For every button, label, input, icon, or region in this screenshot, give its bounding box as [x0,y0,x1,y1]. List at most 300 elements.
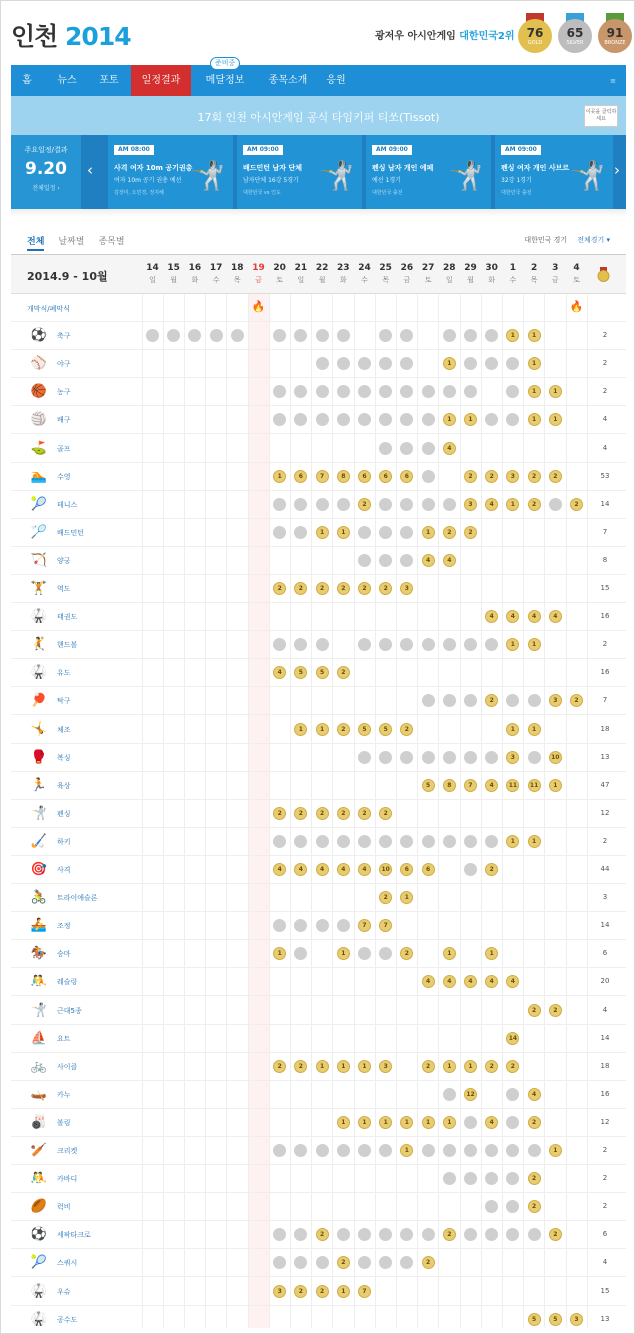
event-dot[interactable] [464,863,477,876]
sport-name[interactable]: 배드민턴 [57,528,85,537]
event-dot[interactable] [506,1144,519,1157]
event-dot[interactable] [294,1256,307,1269]
medal-event-dot[interactable]: 1 [549,779,562,792]
event-dot[interactable] [443,498,456,511]
medal-event-dot[interactable]: 2 [528,498,541,511]
medal-event-dot[interactable]: 2 [485,863,498,876]
event-dot[interactable] [464,694,477,707]
event-dot[interactable] [506,357,519,370]
medal-event-dot[interactable]: 2 [528,470,541,483]
medal-event-dot[interactable]: 1 [506,498,519,511]
medal-event-dot[interactable]: 2 [549,1004,562,1017]
medal-event-dot[interactable]: 3 [506,751,519,764]
event-dot[interactable] [528,751,541,764]
event-dot[interactable] [316,357,329,370]
medal-event-dot[interactable]: 2 [400,723,413,736]
medal-event-dot[interactable]: 7 [316,470,329,483]
event-dot[interactable] [316,835,329,848]
event-dot[interactable] [422,694,435,707]
carousel-next-icon[interactable]: › [614,161,620,179]
nav-item-6[interactable]: 응원 [326,75,346,86]
sport-name[interactable]: 스쿼시 [57,1259,78,1268]
medal-event-dot[interactable]: 11 [528,779,541,792]
event-dot[interactable] [379,1228,392,1241]
event-dot[interactable] [549,498,562,511]
medal-event-dot[interactable]: 14 [506,1032,519,1045]
medal-event-dot[interactable]: 6 [400,470,413,483]
medal-event-dot[interactable]: 3 [400,582,413,595]
sport-name[interactable]: 골프 [57,444,71,453]
medal-event-dot[interactable]: 2 [337,582,350,595]
medal-event-dot[interactable]: 2 [316,1228,329,1241]
medal-event-dot[interactable]: 2 [337,723,350,736]
event-dot[interactable] [464,1144,477,1157]
event-dot[interactable] [443,638,456,651]
event-dot[interactable] [400,638,413,651]
event-dot[interactable] [443,1144,456,1157]
medal-event-dot[interactable]: 4 [528,610,541,623]
event-dot[interactable] [316,498,329,511]
tab-2[interactable]: 종목별 [98,237,125,247]
medal-event-dot[interactable]: 2 [443,1228,456,1241]
event-dot[interactable] [358,1256,371,1269]
event-dot[interactable] [231,329,244,342]
medal-event-dot[interactable]: 2 [443,526,456,539]
event-dot[interactable] [273,835,286,848]
medal-event-dot[interactable]: 2 [337,666,350,679]
medal-event-dot[interactable]: 2 [549,470,562,483]
event-dot[interactable] [273,329,286,342]
medal-event-dot[interactable]: 1 [464,413,477,426]
medal-event-dot[interactable]: 2 [528,1004,541,1017]
medal-event-dot[interactable]: 10 [549,751,562,764]
medal-event-dot[interactable]: 3 [570,1313,583,1326]
event-dot[interactable] [506,413,519,426]
medal-event-dot[interactable]: 4 [316,863,329,876]
event-dot[interactable] [379,357,392,370]
medal-event-dot[interactable]: 7 [379,919,392,932]
event-dot[interactable] [358,1144,371,1157]
medal-event-dot[interactable]: 4 [506,610,519,623]
ceremony-label[interactable]: 개막식/폐막식 [27,305,70,313]
medal-event-dot[interactable]: 1 [528,413,541,426]
medal-event-dot[interactable]: 1 [506,638,519,651]
event-dot[interactable] [528,1144,541,1157]
nav-item-2[interactable]: 포토 [99,75,119,86]
event-dot[interactable] [337,1144,350,1157]
event-dot[interactable] [294,498,307,511]
sport-name[interactable]: 레슬링 [57,978,78,987]
medal-event-dot[interactable]: 2 [294,582,307,595]
medal-event-dot[interactable]: 7 [358,1285,371,1298]
medal-event-dot[interactable]: 7 [464,779,477,792]
medal-event-dot[interactable]: 2 [528,1172,541,1185]
medal-event-dot[interactable]: 1 [443,1060,456,1073]
event-dot[interactable] [443,751,456,764]
sport-name[interactable]: 럭비 [57,1203,71,1212]
carousel-prev-icon[interactable]: ‹ [87,161,93,179]
sport-name[interactable]: 양궁 [57,556,71,565]
medal-event-dot[interactable]: 2 [294,807,307,820]
medal-event-dot[interactable]: 1 [358,1116,371,1129]
sport-name[interactable]: 카누 [57,1090,71,1099]
medal-event-dot[interactable]: 4 [273,666,286,679]
event-dot[interactable] [358,638,371,651]
sport-name[interactable]: 육상 [57,781,71,790]
medal-event-dot[interactable]: 2 [549,1228,562,1241]
event-dot[interactable] [400,554,413,567]
medal-event-dot[interactable]: 2 [506,1060,519,1073]
event-dot[interactable] [443,329,456,342]
event-dot[interactable] [400,357,413,370]
medal-event-dot[interactable]: 2 [294,1285,307,1298]
event-dot[interactable] [485,751,498,764]
event-dot[interactable] [358,357,371,370]
medal-event-dot[interactable]: 1 [400,891,413,904]
medal-event-dot[interactable]: 10 [379,863,392,876]
medal-event-dot[interactable]: 6 [294,470,307,483]
event-dot[interactable] [443,385,456,398]
medal-event-dot[interactable]: 4 [422,554,435,567]
event-dot[interactable] [422,1144,435,1157]
event-dot[interactable] [422,413,435,426]
medal-event-dot[interactable]: 1 [316,526,329,539]
sponsor-banner[interactable] [11,96,626,135]
medal-event-dot[interactable]: 1 [400,1116,413,1129]
event-dot[interactable] [464,835,477,848]
schedule-card[interactable] [237,135,362,209]
event-dot[interactable] [337,919,350,932]
tab-1[interactable]: 날짜별 [58,237,85,247]
event-dot[interactable] [464,1172,477,1185]
sport-name[interactable]: 테니스 [57,500,78,509]
event-dot[interactable] [422,385,435,398]
medal-event-dot[interactable]: 2 [316,1285,329,1298]
event-dot[interactable] [294,413,307,426]
event-dot[interactable] [400,442,413,455]
nav-item-3[interactable]: 일정결과 [131,65,191,96]
sport-name[interactable]: 공수도 [57,1315,78,1324]
event-dot[interactable] [400,413,413,426]
event-dot[interactable] [379,526,392,539]
medal-event-dot[interactable]: 2 [400,947,413,960]
event-dot[interactable] [273,638,286,651]
medal-event-dot[interactable]: 2 [358,582,371,595]
medal-event-dot[interactable]: 6 [379,470,392,483]
event-dot[interactable] [294,835,307,848]
event-dot[interactable] [188,329,201,342]
tab-0[interactable]: 전체 [27,234,44,251]
medal-event-dot[interactable]: 2 [485,470,498,483]
medal-event-dot[interactable]: 2 [379,807,392,820]
medal-event-dot[interactable]: 1 [273,947,286,960]
medal-event-dot[interactable]: 4 [485,1116,498,1129]
medal-event-dot[interactable]: 1 [528,723,541,736]
medal-event-dot[interactable]: 2 [570,694,583,707]
event-dot[interactable] [316,919,329,932]
event-dot[interactable] [337,835,350,848]
medal-event-dot[interactable]: 11 [506,779,519,792]
event-dot[interactable] [485,1144,498,1157]
event-dot[interactable] [443,835,456,848]
event-dot[interactable] [337,1228,350,1241]
schedule-card[interactable] [108,135,233,209]
medal-event-dot[interactable]: 2 [273,1060,286,1073]
event-dot[interactable] [464,329,477,342]
medal-event-dot[interactable]: 2 [337,1256,350,1269]
medal-event-dot[interactable]: 2 [528,1200,541,1213]
sport-name[interactable]: 체조 [57,725,71,734]
medal-event-dot[interactable]: 1 [422,1116,435,1129]
event-dot[interactable] [358,526,371,539]
event-dot[interactable] [485,1172,498,1185]
medal-event-dot[interactable]: 4 [337,863,350,876]
event-dot[interactable] [506,1228,519,1241]
sport-name[interactable]: 볼링 [57,1118,71,1127]
event-dot[interactable] [273,1144,286,1157]
event-dot[interactable] [400,526,413,539]
event-dot[interactable] [528,1228,541,1241]
event-dot[interactable] [294,1228,307,1241]
medal-event-dot[interactable]: 1 [528,357,541,370]
sport-name[interactable]: 세팍타크로 [57,1231,91,1240]
medal-event-dot[interactable]: 2 [358,807,371,820]
medal-event-dot[interactable]: 1 [506,329,519,342]
event-dot[interactable] [358,835,371,848]
medal-event-dot[interactable]: 1 [443,413,456,426]
medal-event-dot[interactable]: 2 [294,1060,307,1073]
event-dot[interactable] [506,1116,519,1129]
medal-event-dot[interactable]: 1 [337,526,350,539]
event-dot[interactable] [273,919,286,932]
medal-event-dot[interactable]: 2 [379,891,392,904]
medal-event-dot[interactable]: 1 [422,526,435,539]
event-dot[interactable] [422,470,435,483]
medal-event-dot[interactable]: 4 [443,975,456,988]
event-dot[interactable] [316,638,329,651]
event-dot[interactable] [464,357,477,370]
medal-event-dot[interactable]: 4 [485,610,498,623]
medal-event-dot[interactable]: 4 [464,975,477,988]
event-dot[interactable] [358,751,371,764]
medal-event-dot[interactable]: 4 [549,610,562,623]
event-dot[interactable] [337,413,350,426]
event-dot[interactable] [358,554,371,567]
event-dot[interactable] [379,442,392,455]
event-dot[interactable] [485,357,498,370]
event-dot[interactable] [506,1088,519,1101]
medal-event-dot[interactable]: 8 [443,779,456,792]
event-dot[interactable] [464,751,477,764]
medal-event-dot[interactable]: 4 [443,442,456,455]
sport-name[interactable]: 트라이애슬론 [57,894,98,903]
medal-event-dot[interactable]: 1 [273,470,286,483]
nav-item-4[interactable]: 준비중 메달정보 [205,59,245,86]
event-dot[interactable] [400,329,413,342]
medal-event-dot[interactable]: 1 [316,723,329,736]
event-dot[interactable] [273,1228,286,1241]
medal-event-dot[interactable]: 2 [485,694,498,707]
event-dot[interactable] [464,1228,477,1241]
schedule-all-link[interactable]: 전체일정 › [32,185,60,192]
event-dot[interactable] [528,694,541,707]
event-dot[interactable] [379,554,392,567]
event-dot[interactable] [316,1144,329,1157]
medal-event-dot[interactable]: 3 [379,1060,392,1073]
game-select[interactable]: 전체경기 ▾ [577,236,610,244]
sport-name[interactable]: 크리켓 [57,1147,78,1155]
event-dot[interactable] [400,1256,413,1269]
sport-name[interactable]: 야구 [57,360,71,369]
medal-event-dot[interactable]: 1 [443,357,456,370]
event-dot[interactable] [379,1144,392,1157]
event-dot[interactable] [379,498,392,511]
event-dot[interactable] [294,329,307,342]
medal-event-dot[interactable]: 2 [379,582,392,595]
medal-event-dot[interactable]: 1 [400,1144,413,1157]
korea-filter-label[interactable]: 대한민국 경기 [524,236,568,244]
sport-name[interactable]: 요트 [57,1034,71,1043]
event-dot[interactable] [485,638,498,651]
event-dot[interactable] [294,919,307,932]
sport-name[interactable]: 탁구 [57,697,71,706]
event-dot[interactable] [400,835,413,848]
medal-event-dot[interactable]: 1 [464,1060,477,1073]
medal-event-dot[interactable]: 6 [400,863,413,876]
medal-event-dot[interactable]: 1 [549,385,562,398]
event-dot[interactable] [422,1228,435,1241]
medal-event-dot[interactable]: 3 [273,1285,286,1298]
medal-event-dot[interactable]: 1 [549,413,562,426]
medal-event-dot[interactable]: 1 [337,947,350,960]
sport-name[interactable]: 복싱 [57,753,71,762]
event-dot[interactable] [316,329,329,342]
event-dot[interactable] [506,1200,519,1213]
event-dot[interactable] [379,835,392,848]
event-dot[interactable] [464,1116,477,1129]
medal-event-dot[interactable]: 5 [294,666,307,679]
event-dot[interactable] [400,498,413,511]
event-dot[interactable] [506,694,519,707]
event-dot[interactable] [358,413,371,426]
event-dot[interactable] [379,947,392,960]
medal-event-dot[interactable]: 4 [294,863,307,876]
event-dot[interactable] [273,385,286,398]
event-dot[interactable] [485,329,498,342]
event-dot[interactable] [316,385,329,398]
event-dot[interactable] [443,694,456,707]
sport-name[interactable]: 사이클 [57,1062,78,1071]
medal-event-dot[interactable]: 4 [485,498,498,511]
sport-name[interactable]: 근대5종 [57,1006,82,1015]
medal-event-dot[interactable]: 2 [528,1116,541,1129]
event-dot[interactable] [273,1256,286,1269]
sport-name[interactable]: 우슈 [57,1287,71,1296]
event-dot[interactable] [379,751,392,764]
medal-event-dot[interactable]: 1 [506,723,519,736]
medal-event-dot[interactable]: 1 [379,1116,392,1129]
event-dot[interactable] [379,413,392,426]
event-dot[interactable] [337,498,350,511]
medal-event-dot[interactable]: 6 [358,470,371,483]
event-dot[interactable] [273,526,286,539]
medal-event-dot[interactable]: 3 [549,694,562,707]
sport-name[interactable]: 핸드볼 [57,641,78,650]
event-dot[interactable] [358,385,371,398]
event-dot[interactable] [422,638,435,651]
sport-name[interactable]: 역도 [57,585,71,593]
medal-event-dot[interactable]: 1 [485,947,498,960]
event-dot[interactable] [210,329,223,342]
medal-event-dot[interactable]: 4 [273,863,286,876]
sport-name[interactable]: 카바디 [57,1175,78,1184]
medal-event-dot[interactable]: 3 [464,498,477,511]
banner-button[interactable]: 이곳을 클릭하세요 [584,105,618,127]
schedule-card[interactable] [495,135,613,209]
event-dot[interactable] [422,751,435,764]
medal-event-dot[interactable]: 2 [273,807,286,820]
medal-event-dot[interactable]: 8 [337,470,350,483]
schedule-card[interactable] [366,135,491,209]
medal-event-dot[interactable]: 5 [528,1313,541,1326]
medal-event-dot[interactable]: 1 [337,1285,350,1298]
sport-name[interactable]: 하키 [57,837,71,846]
medal-event-dot[interactable]: 4 [528,1088,541,1101]
event-dot[interactable] [485,1228,498,1241]
event-dot[interactable] [485,413,498,426]
sport-name[interactable]: 펜싱 [57,809,71,818]
medal-event-dot[interactable]: 1 [443,1116,456,1129]
medal-event-dot[interactable]: 1 [549,1144,562,1157]
medal-event-dot[interactable]: 1 [316,1060,329,1073]
event-dot[interactable] [379,638,392,651]
event-dot[interactable] [443,1172,456,1185]
event-dot[interactable] [379,385,392,398]
event-dot[interactable] [400,385,413,398]
medal-event-dot[interactable]: 4 [358,863,371,876]
event-dot[interactable] [379,329,392,342]
event-dot[interactable] [485,835,498,848]
medal-event-dot[interactable]: 5 [379,723,392,736]
medal-event-dot[interactable]: 1 [528,835,541,848]
medal-event-dot[interactable]: 2 [464,470,477,483]
event-dot[interactable] [146,329,159,342]
medal-event-dot[interactable]: 1 [506,835,519,848]
sport-name[interactable]: 수영 [57,472,71,481]
event-dot[interactable] [316,413,329,426]
event-dot[interactable] [294,1144,307,1157]
medal-event-dot[interactable]: 5 [422,779,435,792]
medal-event-dot[interactable]: 4 [485,779,498,792]
event-dot[interactable] [485,1200,498,1213]
sport-name[interactable]: 축구 [57,332,71,341]
event-dot[interactable] [294,638,307,651]
medal-event-dot[interactable]: 4 [422,975,435,988]
sport-name[interactable]: 태권도 [57,613,78,622]
sport-name[interactable]: 승마 [57,950,71,959]
medal-event-dot[interactable]: 2 [316,582,329,595]
event-dot[interactable] [464,385,477,398]
sport-name[interactable]: 유도 [57,669,71,678]
medal-event-dot[interactable]: 1 [337,1060,350,1073]
event-dot[interactable] [506,1172,519,1185]
medal-event-dot[interactable]: 7 [358,919,371,932]
event-dot[interactable] [400,751,413,764]
sport-name[interactable]: 사격 [57,866,71,874]
event-dot[interactable] [337,329,350,342]
medal-event-dot[interactable]: 5 [549,1313,562,1326]
event-dot[interactable] [422,835,435,848]
